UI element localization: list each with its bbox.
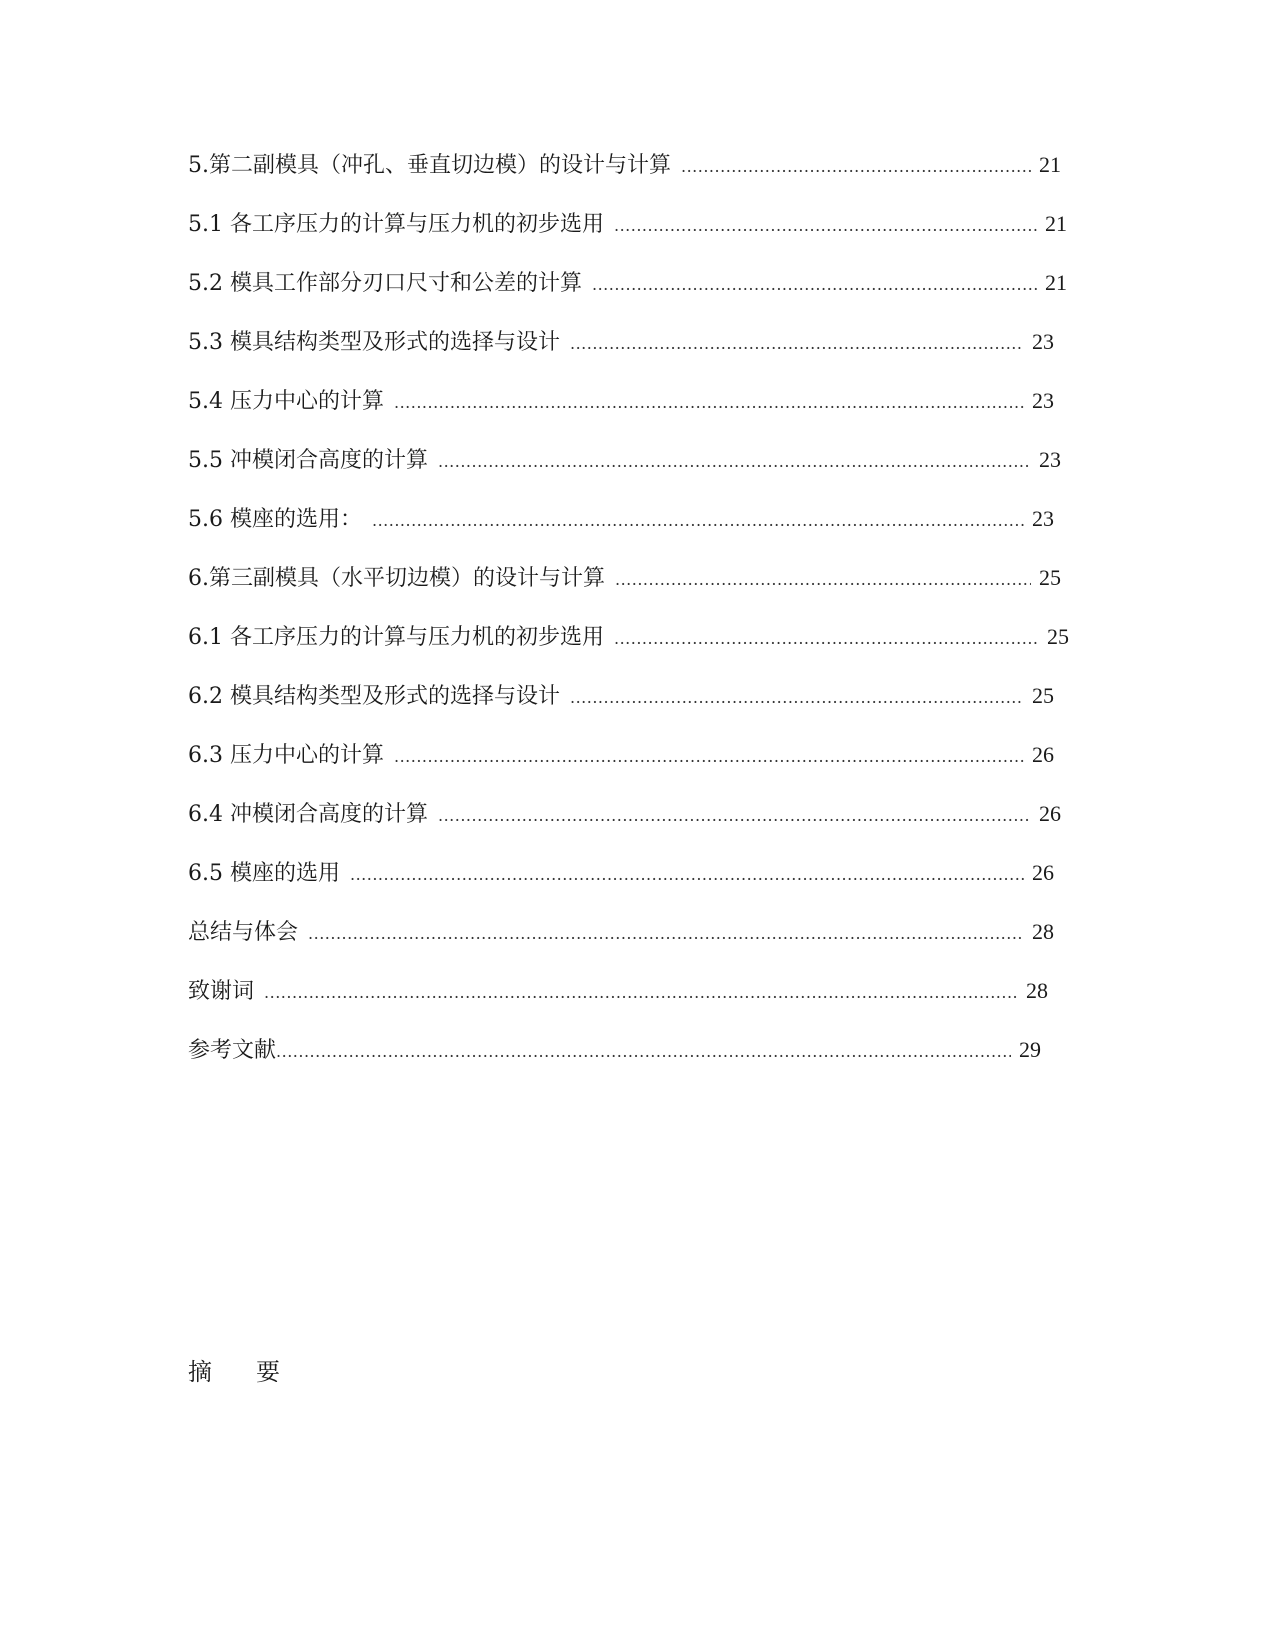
toc-dot-leader [372,504,1024,538]
toc-entry[interactable] [188,443,1061,477]
toc-entry[interactable] [188,561,1061,595]
toc-entry-title: 6.第三副模具（水平切边模）的设计与计算 [188,566,605,591]
toc-dot-leader [308,917,1024,951]
toc-entry-title: 5.3 模具结构类型及形式的选择与设计 [188,330,560,355]
toc-entry[interactable] [188,915,1054,949]
toc-entry[interactable] [188,738,1054,772]
toc-entry-title: 总结与体会 [188,920,299,945]
toc-dot-leader [264,976,1018,1010]
toc-entry-page: 23 [1032,329,1054,354]
toc-entry[interactable] [188,325,1054,359]
toc-entry-page: 25 [1032,683,1054,708]
toc-dot-leader [394,740,1024,774]
toc-entry[interactable] [188,1033,1041,1067]
toc-dot-leader [570,681,1024,715]
toc-entry[interactable] [188,856,1054,890]
toc-entry-page: 23 [1032,506,1054,531]
toc-entry-page: 26 [1039,801,1061,826]
abstract-heading-char: 要 [256,1358,280,1386]
toc-entry[interactable] [188,266,1067,300]
toc-entry[interactable] [188,148,1061,182]
toc-dot-leader [614,209,1037,243]
toc-entry-page: 25 [1047,624,1069,649]
toc-entry-title: 致谢词 [188,979,255,1004]
toc-dot-leader [592,268,1037,302]
toc-dot-leader [438,799,1031,833]
toc-entry-page: 21 [1039,152,1061,177]
toc-dot-leader [350,858,1024,892]
abstract-heading-char: 摘 [188,1358,212,1386]
toc-entry-page: 29 [1019,1037,1041,1062]
toc-entry-title: 参考文献 [188,1038,277,1063]
abstract-heading [188,1352,280,1387]
toc-entry-page: 23 [1032,388,1054,413]
toc-entry[interactable] [188,384,1054,418]
toc-entry[interactable] [188,679,1054,713]
toc-dot-leader [394,386,1024,420]
toc-entry-title: 5.1 各工序压力的计算与压力机的初步选用 [188,212,604,237]
toc-entry-page: 28 [1032,919,1054,944]
toc-entry-title: 5.2 模具工作部分刃口尺寸和公差的计算 [188,271,582,296]
toc-entry-page: 23 [1039,447,1061,472]
toc-dot-leader [615,563,1031,597]
toc-dot-leader [681,150,1031,184]
toc-entry-page: 26 [1032,742,1054,767]
toc-entry-title: 6.3 压力中心的计算 [188,743,384,768]
toc-entry-page: 28 [1026,978,1048,1003]
toc-entry-title: 6.2 模具结构类型及形式的选择与设计 [188,684,560,709]
toc-entry-title: 6.1 各工序压力的计算与压力机的初步选用 [188,625,604,650]
toc-entry-title: 5.6 模座的选用： [188,507,362,532]
toc-entry[interactable] [188,620,1069,654]
toc-entry[interactable] [188,797,1061,831]
toc-dot-leader [276,1035,1011,1069]
toc-entry-page: 21 [1045,270,1067,295]
toc-dot-leader [570,327,1024,361]
toc-dot-leader [438,445,1031,479]
toc-entry[interactable] [188,502,1054,536]
toc-entry-title: 6.5 模座的选用 [188,861,340,886]
toc-entry-page: 26 [1032,860,1054,885]
toc-entry-page: 21 [1045,211,1067,236]
toc-entry-page: 25 [1039,565,1061,590]
toc-entry-title: 5.4 压力中心的计算 [188,389,384,414]
toc-entry-title: 5.第二副模具（冲孔、垂直切边模）的设计与计算 [188,153,671,178]
toc-entry[interactable] [188,207,1067,241]
toc-entry-title: 5.5 冲模闭合高度的计算 [188,448,428,473]
toc-dot-leader [614,622,1039,656]
toc-entry[interactable] [188,974,1048,1008]
toc-entry-title: 6.4 冲模闭合高度的计算 [188,802,428,827]
